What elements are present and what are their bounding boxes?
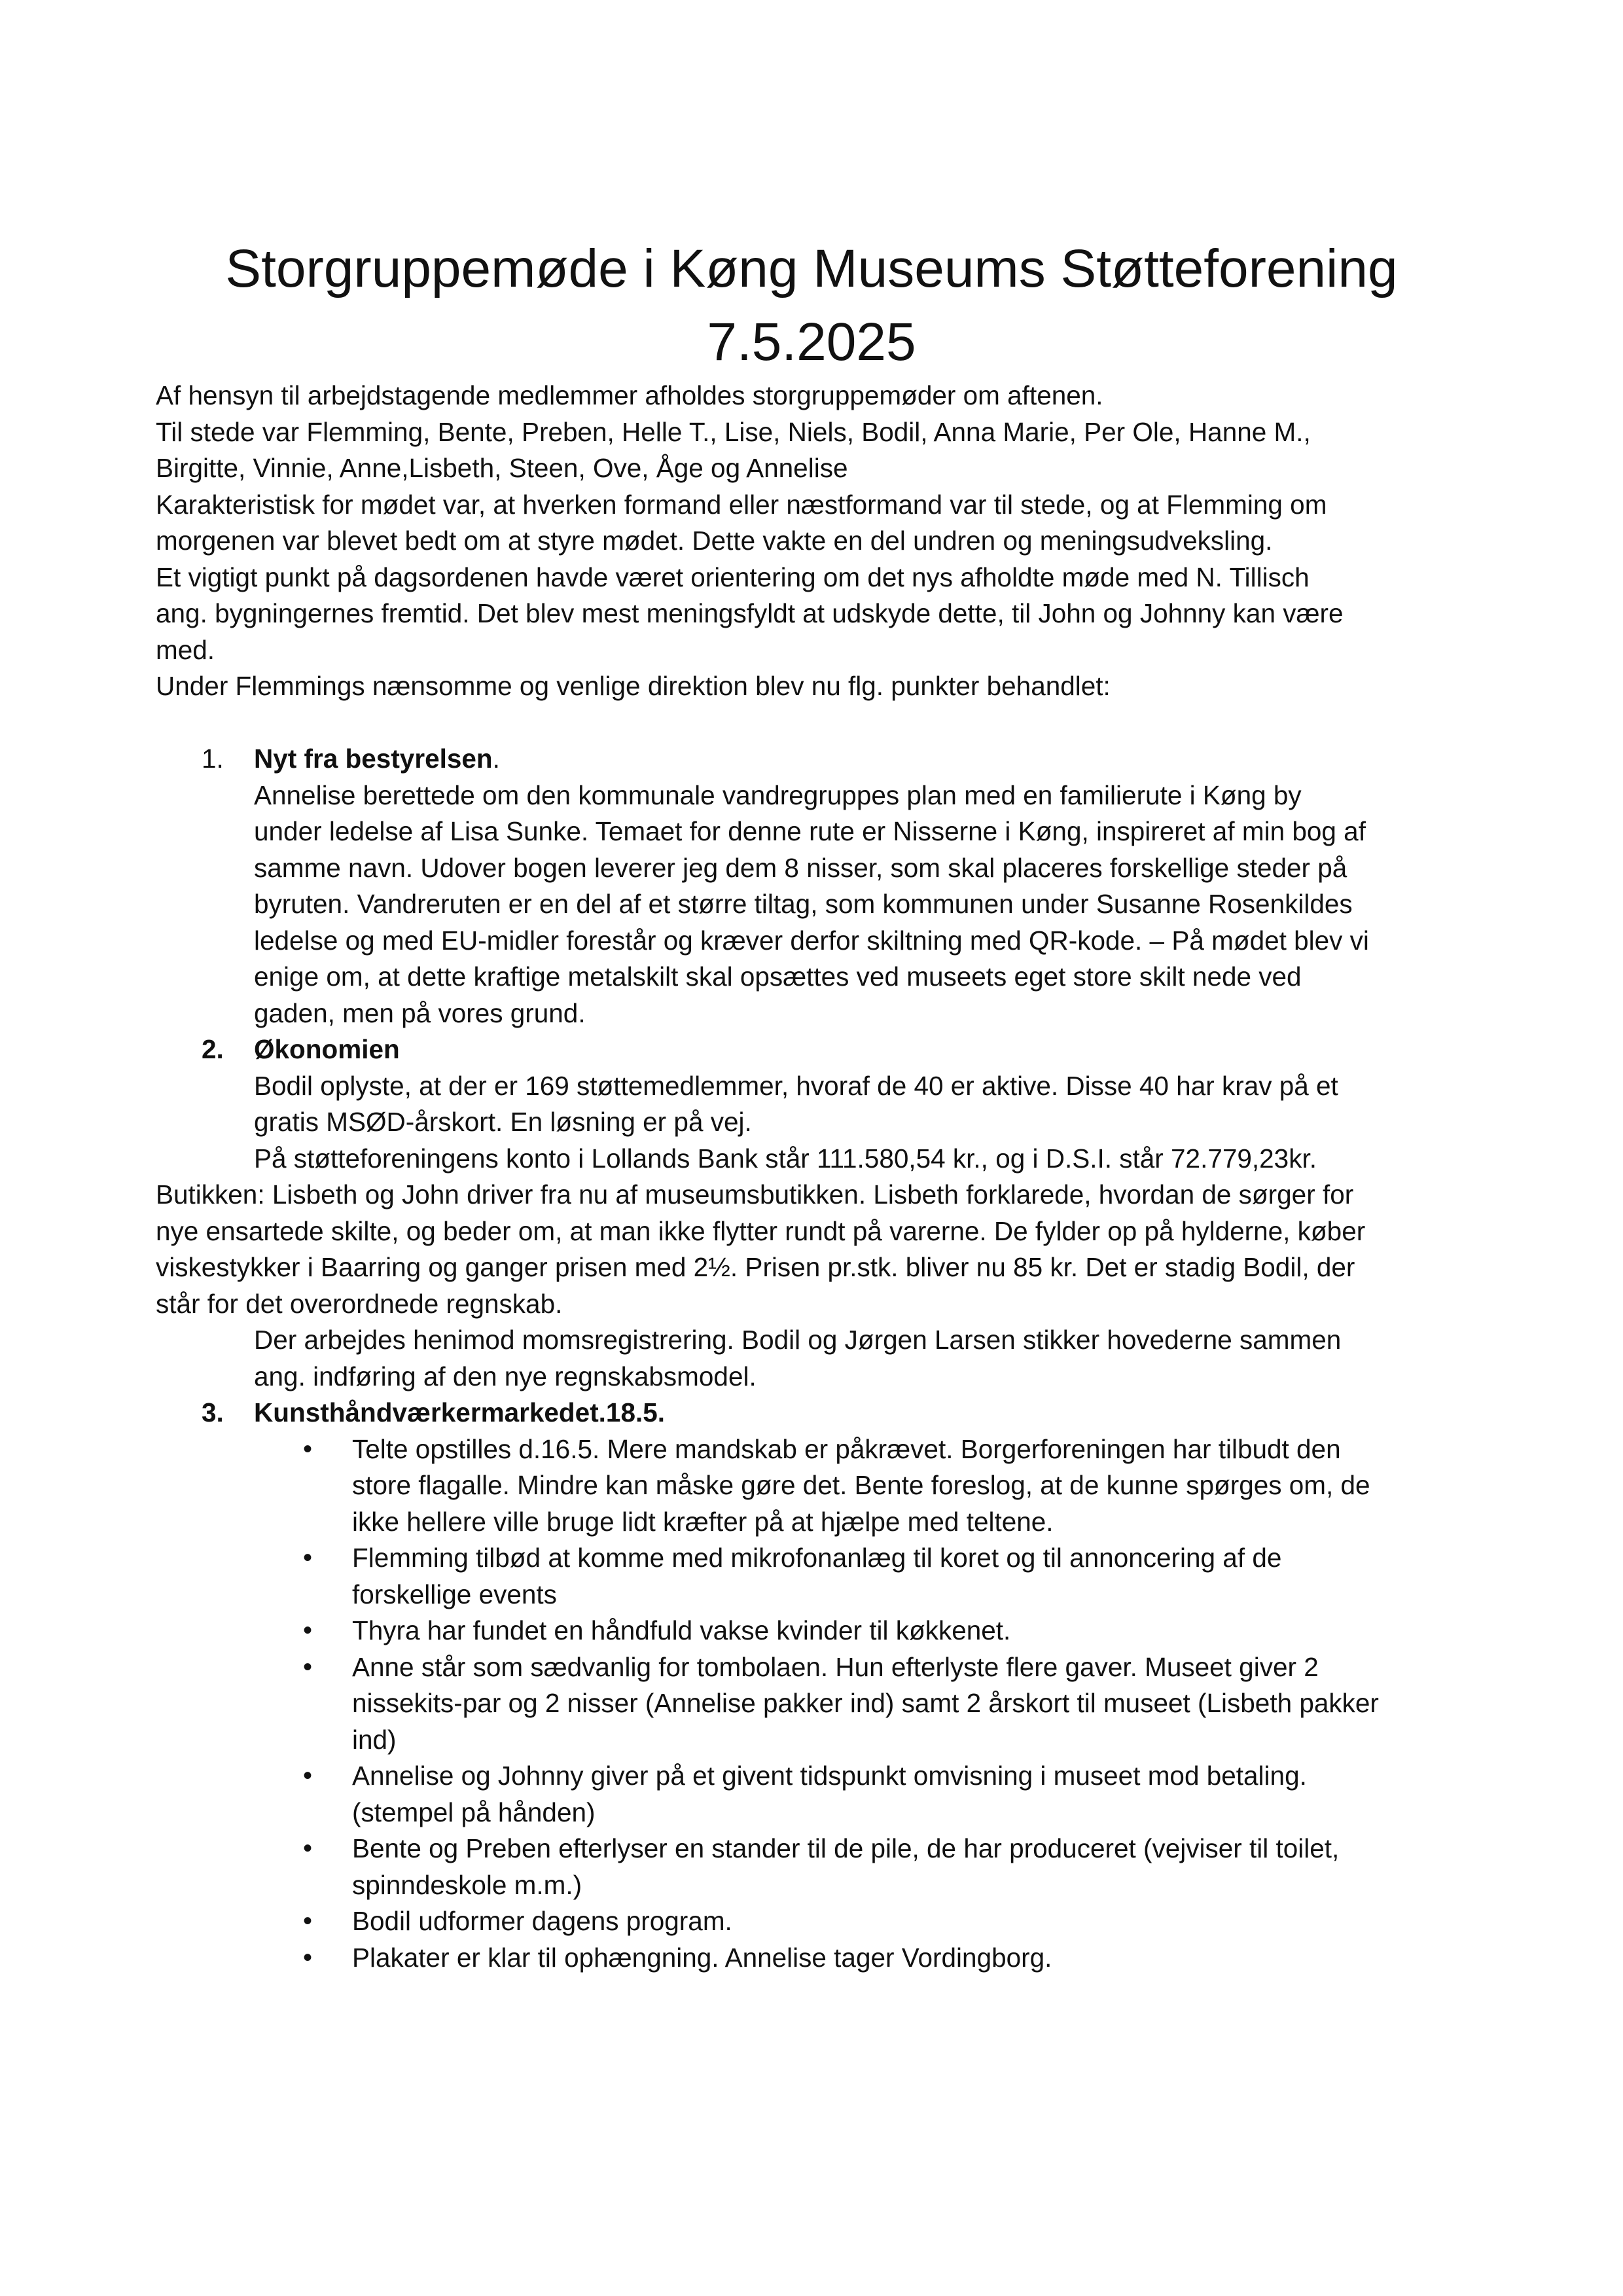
- agenda-list: [156, 741, 1484, 1976]
- bullet-item: [156, 1758, 1484, 1831]
- bullet-icon: •: [303, 1834, 313, 1863]
- bullet-text-line: Thyra har fundet en håndfuld vakse kvinder til køkkenet.: [352, 1615, 1011, 1645]
- bullet-item: [156, 1940, 1484, 1977]
- item-text-line: På støtteforeningens konto i Lollands Bank står 111.580,54 kr., og i D.S.I. står 72.779,23kr.: [254, 1143, 1317, 1174]
- item-text-line: Der arbejdes henimod momsregistrering. Bodil og Jørgen Larsen stikker hovederne sammen: [254, 1325, 1342, 1355]
- intro-line: Til stede var Flemming, Bente, Preben, Helle T., Lise, Niels, Bodil, Anna Marie, Per Ole, Hanne M.,: [156, 416, 1311, 447]
- page-title: [118, 232, 1505, 379]
- item-text-line: ledelse og med EU-midler forestår og kræver derfor skiltning med QR-kode. – På mødet blev vi: [254, 925, 1369, 956]
- item-text-line: Annelise berettede om den kommunale vandregruppes plan med en familierute i Køng by: [254, 780, 1302, 810]
- bullet-text-line: Bente og Preben efterlyser en stander til de pile, de har produceret (vejviser til toilet,: [352, 1833, 1340, 1863]
- intro-line: Under Flemmings nænsomme og venlige direktion blev nu flg. punkter behandlet:: [156, 671, 1111, 701]
- bullet-icon: •: [303, 1543, 313, 1572]
- bullet-text-line: Annelise og Johnny giver på et givent tidspunkt omvisning i museet mod betaling.: [352, 1761, 1307, 1791]
- intro-line: Et vigtigt punkt på dagsordenen havde været orientering om det nys afholdte møde med N. Tillisch: [156, 562, 1310, 592]
- bullet-icon: •: [303, 1616, 313, 1645]
- item-text-line: Bodil oplyste, at der er 169 støttemedlemmer, hvoraf de 40 er aktive. Disse 40 har krav på et: [254, 1070, 1338, 1101]
- item-text-line: under ledelse af Lisa Sunke. Temaet for denne rute er Nisserne i Køng, inspireret af min bog af: [254, 816, 1366, 846]
- bullet-item: [156, 1431, 1484, 1541]
- item-text-line: enige om, at dette kraftige metalskilt skal opsættes ved museets eget store skilt nede ved: [254, 961, 1302, 992]
- bullet-icon: •: [303, 1652, 313, 1681]
- bullet-text-line: ikke hellere ville bruge lidt kræfter på at hjælpe med teltene.: [352, 1506, 1054, 1537]
- bullet-item: [156, 1831, 1484, 1903]
- bullet-text-line: forskellige events: [352, 1579, 557, 1609]
- bullet-text-line: spinndeskole m.m.): [352, 1869, 582, 1900]
- bullet-item: [156, 1649, 1484, 1759]
- item-number: 2.: [202, 1034, 224, 1064]
- bullet-text-line: Telte opstilles d.16.5. Mere mandskab er påkrævet. Borgerforeningen har tilbudt den: [352, 1433, 1341, 1464]
- agenda-item-2: [156, 1031, 1484, 1068]
- item-text-line: viskestykker i Baarring og ganger prisen med 2½. Prisen pr.stk. bliver nu 85 kr. Det er stadig Bodil, der: [156, 1252, 1355, 1282]
- item-text-line: står for det overordnede regnskab.: [156, 1288, 563, 1319]
- bullet-text-line: nissekits-par og 2 nisser (Annelise pakker ind) samt 2 årskort til museet (Lisbeth pakker: [352, 1688, 1379, 1718]
- intro-line: Karakteristisk for mødet var, at hverken formand eller næstformand var til stede, og at Flemming om: [156, 489, 1327, 520]
- item-heading-dot: .: [492, 744, 500, 774]
- bullet-text-line: store flagalle. Mindre kan måske gøre det. Bente foreslog, at de kunne spørges om, de: [352, 1470, 1370, 1500]
- title-line-1: Storgruppemøde i Køng Museums Støtteforening: [225, 239, 1398, 298]
- bullet-icon: •: [303, 1761, 313, 1790]
- bullet-text-line: Plakater er klar til ophængning. Annelise tager Vordingborg.: [352, 1942, 1052, 1973]
- bullet-item: [156, 1903, 1484, 1940]
- item-text-line: samme navn. Udover bogen leverer jeg dem 8 nisser, som skal placeres forskellige steder på: [254, 852, 1347, 883]
- intro-line: ang. bygningernes fremtid. Det blev mest meningsfyldt at udskyde dette, til John og Johnny kan være: [156, 598, 1344, 628]
- intro-line: Birgitte, Vinnie, Anne,Lisbeth, Steen, Ove, Åge og Annelise: [156, 453, 848, 483]
- intro-paragraphs: [156, 378, 1484, 705]
- item-heading: Økonomien: [254, 1034, 400, 1064]
- item-heading: [156, 741, 1484, 778]
- intro-line: morgenen var blevet bedt om at styre mødet. Dette vakte en del undren og meningsudveksling.: [156, 526, 1273, 556]
- item-text-line: Butikken: Lisbeth og John driver fra nu af museumsbutikken. Lisbeth forklarede, hvordan de sørger for: [156, 1179, 1354, 1210]
- bullet-text-line: ind): [352, 1724, 397, 1755]
- item-text-line: gratis MSØD-årskort. En løsning er på vej.: [254, 1107, 752, 1137]
- title-line-2: 7.5.2025: [707, 312, 916, 372]
- bullet-text-line: (stempel på hånden): [352, 1797, 596, 1827]
- bullet-item: [156, 1540, 1484, 1613]
- item-heading-text: Nyt fra bestyrelsen: [254, 744, 493, 774]
- item-text-line: nye ensartede skilte, og beder om, at man ikke flytter rundt på varerne. De fylder op på hylderne, køber: [156, 1215, 1366, 1246]
- bullet-icon: •: [303, 1943, 313, 1972]
- agenda-item-1: [156, 741, 1484, 778]
- item-text-line: gaden, men på vores grund.: [254, 997, 586, 1028]
- item-text-line: byruten. Vandreruten er en del af et større tiltag, som kommunen under Susanne Rosenkildes: [254, 889, 1353, 919]
- bullet-list: [156, 1431, 1484, 1977]
- agenda-item-3: [156, 1395, 1484, 1431]
- item-number: 3.: [202, 1397, 224, 1427]
- intro-line: Af hensyn til arbejdstagende medlemmer afholdes storgruppemøder om aftenen.: [156, 380, 1103, 410]
- bullet-text-line: Bodil udformer dagens program.: [352, 1906, 732, 1936]
- item-heading: Kunsthåndværkermarkedet.18.5.: [254, 1397, 666, 1427]
- bullet-item: [156, 1613, 1484, 1649]
- item-number: 1.: [202, 744, 224, 774]
- bullet-text-line: Flemming tilbød at komme med mikrofonanlæg til koret og til annoncering af de: [352, 1543, 1282, 1573]
- item-text-line: ang. indføring af den nye regnskabsmodel.: [254, 1361, 757, 1391]
- bullet-icon: •: [303, 1434, 313, 1463]
- bullet-icon: •: [303, 1907, 313, 1935]
- bullet-text-line: Anne står som sædvanlig for tombolaen. Hun efterlyste flere gaver. Museet giver 2: [352, 1651, 1319, 1682]
- intro-line: med.: [156, 634, 215, 665]
